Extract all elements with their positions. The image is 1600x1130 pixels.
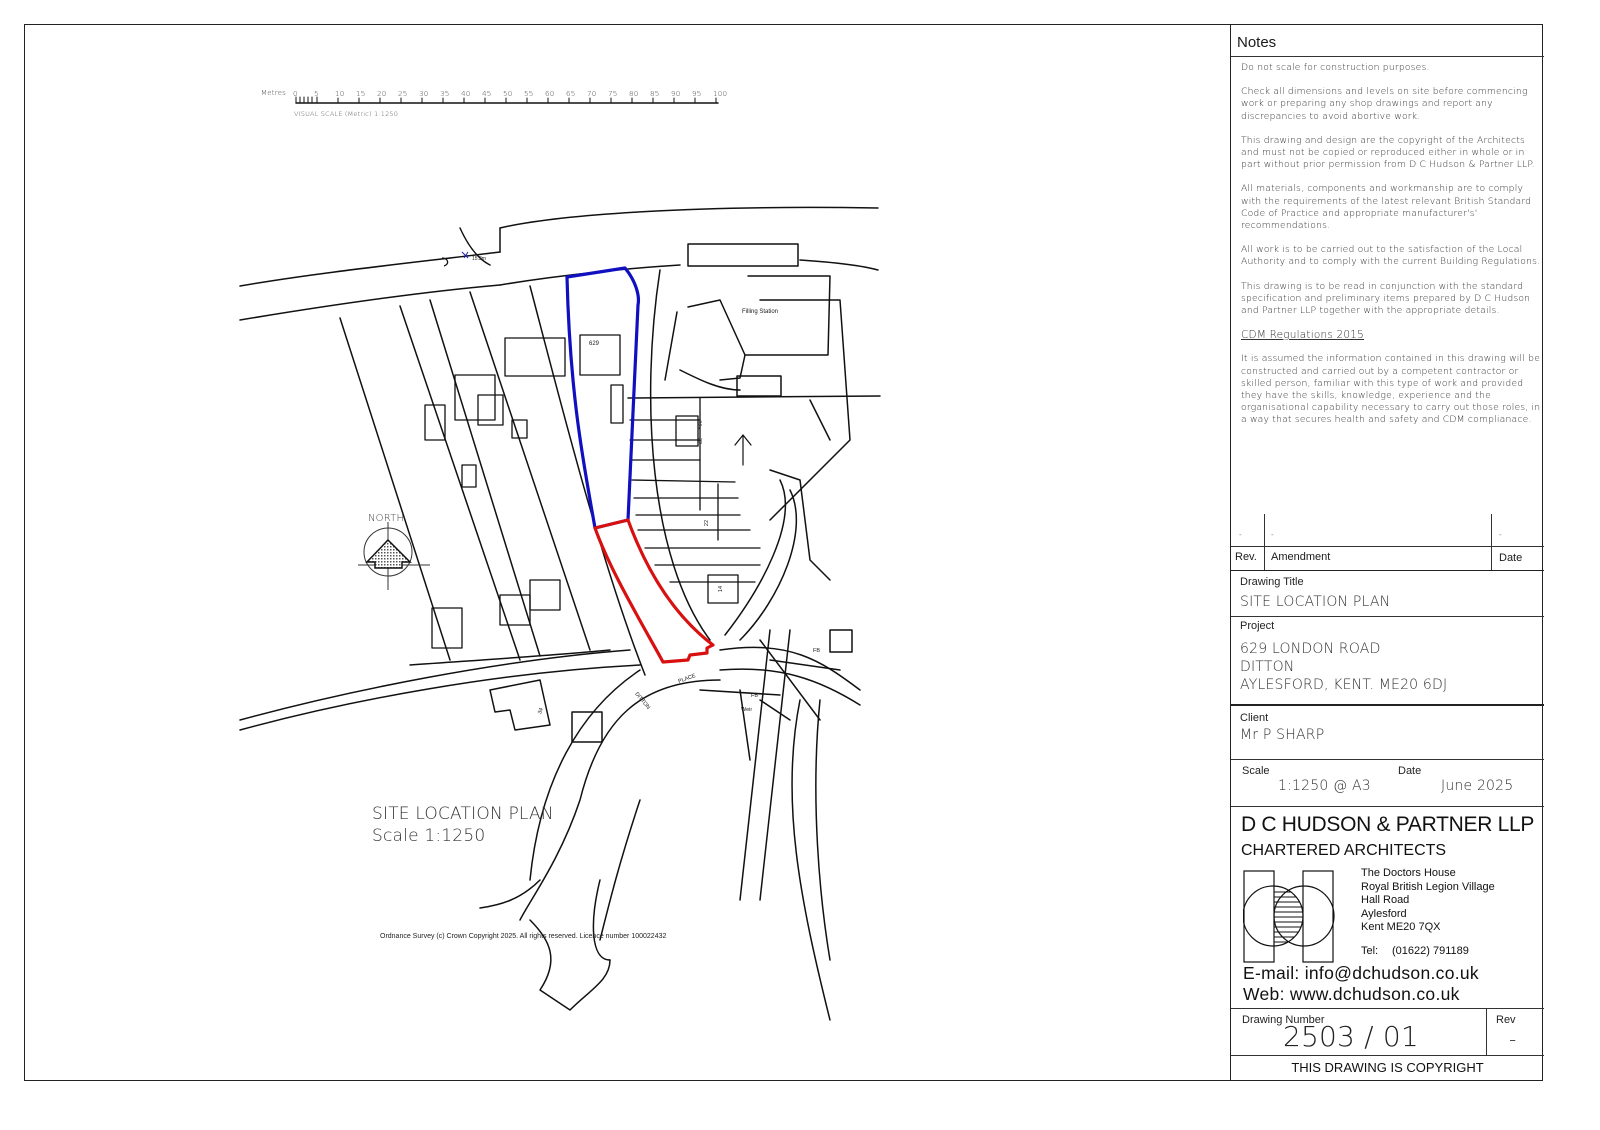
scale-bar-ticks (293, 89, 733, 99)
note-paragraph: This drawing and design are the copyright of the Architects and must not be copied or reproduced either in whole or in part without prior permission from D C Hudson & Partner LLP. (1241, 134, 1535, 171)
scale-value: 1:1250 @ A3 (1278, 778, 1371, 794)
client-label: Client (1240, 712, 1269, 724)
amendment-header-date: Date (1499, 552, 1523, 564)
house-label-32a: 32a (695, 420, 702, 430)
footbridge-label-1: FB (813, 648, 821, 654)
amendment-table (1231, 514, 1544, 570)
notes-section (1231, 24, 1544, 57)
date-value: June 2025 (1441, 778, 1514, 794)
scale-bar-tick-label: 30 (419, 89, 429, 98)
firm-address (1361, 867, 1495, 935)
scale-bar-tick-label: 70 (587, 89, 597, 98)
scale-bar-tick-label: 0 (293, 89, 298, 98)
amendment-rev-value: - (1239, 530, 1242, 539)
ordnance-survey-copyright: Ordnance Survey (c) Crown Copyright 2025. All rights reserved. Licence number 100022432 (380, 933, 667, 940)
firm-name: D C HUDSON & PARTNER LLP (1241, 813, 1535, 836)
spot-level-label: 15.2m (472, 256, 486, 262)
scale-bar-caption: VISUAL SCALE (Metric) 1:1250 (294, 110, 399, 118)
road-label-ditton: DITTON (633, 691, 652, 711)
scale-bar-tick-label: 25 (398, 89, 408, 98)
address-line: The Doctors House (1361, 867, 1456, 879)
footbridge-label-2: FB (751, 693, 759, 699)
address-line: Hall Road (1361, 894, 1410, 906)
scale-bar-tick-label: 80 (629, 89, 639, 98)
project-line-3: AYLESFORD, KENT. ME20 6DJ (1240, 677, 1448, 693)
scale-bar-tick-label: 45 (482, 89, 492, 98)
scale-bar-tick-label: 10 (335, 89, 345, 98)
web-link[interactable]: Web: www.dchudson.co.uk (1243, 984, 1460, 1004)
house-label-34: 34 (537, 707, 545, 715)
tel-label: Tel: (1361, 945, 1379, 957)
filling-station-label: Filling Station (742, 309, 779, 315)
date-label: Date (1398, 765, 1422, 777)
drawing-number-value: 2503 / 01 (1283, 1020, 1419, 1053)
scale-bar-tick-label: 75 (608, 89, 618, 98)
drawing-number-label: Drawing Number (1242, 1014, 1325, 1026)
scale-bar-tick-label: 90 (671, 89, 681, 98)
note-paragraph: All work is to be carried out to the satisfaction of the Local Authority and to comply with the current Building Regulations. (1241, 244, 1541, 268)
north-arrow-icon (358, 522, 430, 590)
plan-title: SITE LOCATION PLAN (372, 804, 554, 824)
drawing-title-value: SITE LOCATION PLAN (1240, 594, 1391, 610)
scale-bar-tick-label: 20 (377, 89, 387, 98)
scale-bar-tick-label: 95 (692, 89, 702, 98)
project-line-1: 629 LONDON ROAD (1240, 641, 1381, 657)
note-paragraph: Check all dimensions and levels on site before commencing work or preparing any shop drawings and report any discrepancies to avoid abortive work. (1241, 86, 1528, 122)
notes-title: Notes (1237, 34, 1277, 51)
client-value: Mr P SHARP (1240, 727, 1325, 743)
revision-label: Rev (1496, 1014, 1516, 1026)
firm-subtitle: CHARTERED ARCHITECTS (1241, 842, 1447, 859)
amendment-header-amendment: Amendment (1271, 551, 1331, 563)
address-line: Aylesford (1361, 907, 1407, 920)
project-label: Project (1240, 620, 1275, 632)
house-label-32: 32 (696, 437, 703, 445)
scale-bar-tick-label: 100 (713, 89, 728, 98)
notes-body (1241, 62, 1541, 439)
address-line: Royal British Legion Village (1361, 880, 1495, 893)
scale-bar-tick-label: 85 (650, 89, 660, 98)
copyright-footer: THIS DRAWING IS COPYRIGHT (1291, 1060, 1484, 1075)
tel-value: (01622) 791189 (1392, 945, 1469, 957)
amendment-text-value: - (1271, 530, 1274, 539)
scale-bar-tick-label: 60 (545, 89, 555, 98)
email-link[interactable]: E-mail: info@dchudson.co.uk (1243, 963, 1479, 983)
scale-bar-tick-label: 40 (461, 89, 471, 98)
amendment-date-value: - (1499, 530, 1502, 539)
house-label-14: 14 (718, 585, 725, 593)
scale-bar-tick-label: 50 (503, 89, 513, 98)
firm-logo-icon (1243, 870, 1341, 963)
road-label-place: PLACE (677, 673, 697, 685)
scale-bar-tick-label: 65 (566, 89, 576, 98)
scale-bar-tick-label: 35 (440, 89, 450, 98)
plot-number-629: 629 (589, 341, 600, 347)
title-block (1230, 24, 1543, 1081)
revision-value: - (1509, 1027, 1517, 1051)
plan-scale: Scale 1:1250 (372, 826, 486, 846)
scale-bar-tick-label: 5 (314, 89, 319, 98)
north-label: NORTH (368, 513, 405, 524)
weir-label: Weir (741, 707, 753, 713)
scale-bar-unit-label: Metres (261, 89, 286, 97)
address-line: Kent ME20 7QX (1361, 921, 1441, 933)
amendment-header-rev: Rev. (1235, 551, 1257, 563)
red-site-boundary (595, 520, 713, 662)
scale-bar-tick-label: 15 (356, 89, 366, 98)
note-paragraph: All materials, components and workmanship are to comply with the requirements of the latest relevant British Standard Code of Practice and appropriate manufacturer's' recommendations. (1241, 183, 1532, 232)
cdm-heading: CDM Regulations 2015 (1241, 329, 1365, 342)
cdm-paragraph: It is assumed the information contained in this drawing will be constructed and carried out by a competent contractor or skilled person, familiar with this type of work and provided they have the skills, knowledge, experience and the organisational capability necessary to carry out those roles, in a way that secures health and safety and CDM complianace. (1241, 353, 1541, 426)
scale-label: Scale (1242, 765, 1270, 777)
scale-bar-tick-label: 55 (524, 89, 534, 98)
drawing-title-label: Drawing Title (1240, 576, 1304, 588)
note-paragraph: Do not scale for construction purposes. (1241, 62, 1430, 73)
house-label-22: 22 (704, 519, 711, 527)
project-line-2: DITTON (1240, 659, 1295, 675)
note-paragraph: This drawing is to be read in conjunction with the standard specification and preliminary items prepared by D C Hudson and Partner LLP together with the appropriate details. (1241, 280, 1531, 317)
